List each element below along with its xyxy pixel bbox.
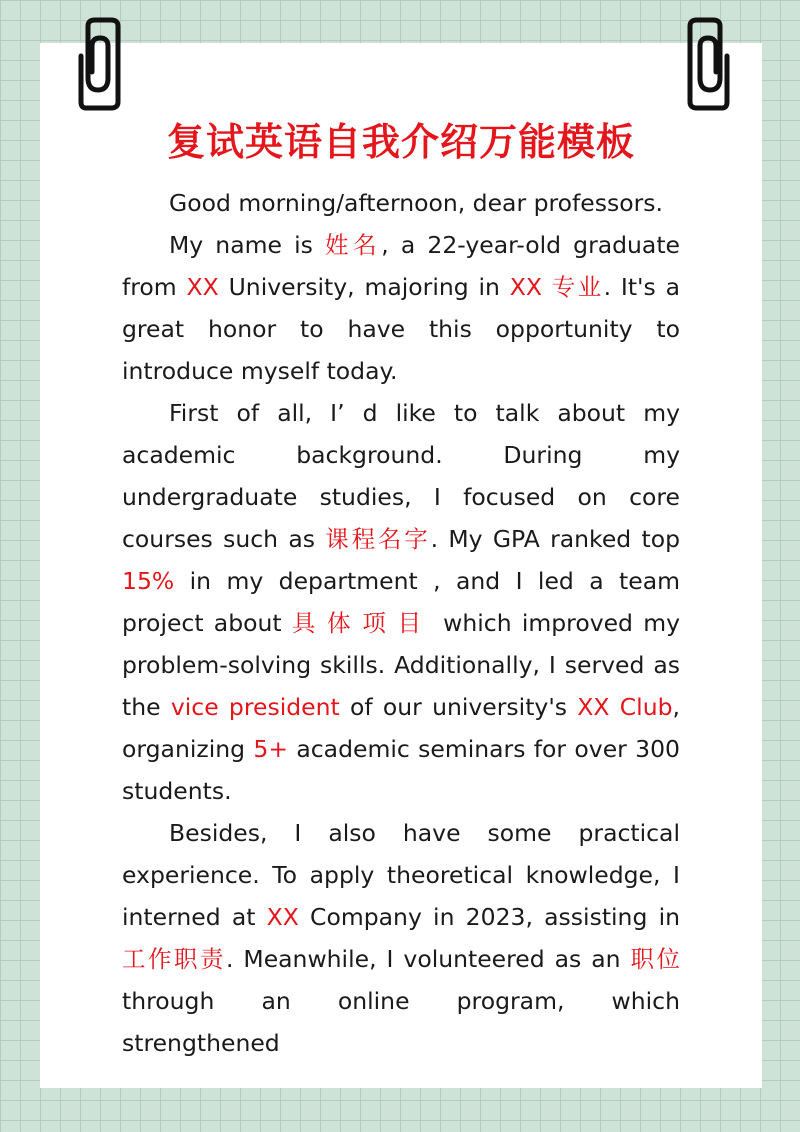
body-text: Besides, I also have some practical experience. To apply theoretical knowledge, I interned at <box>122 819 680 931</box>
document-body <box>122 182 680 1064</box>
placeholder-highlight: 15% <box>122 567 175 595</box>
body-text: My name is <box>169 231 325 259</box>
body-text: . My GPA ranked top <box>430 525 680 553</box>
placeholder-highlight: 课程名字 <box>325 525 431 553</box>
body-text: in my department , and I led a team project about <box>122 567 680 637</box>
body-text: Company in 2023, assisting in <box>298 903 680 931</box>
paragraph-practical <box>122 812 680 1064</box>
body-text: academic seminars for over 300 students. <box>122 735 680 805</box>
page-title: 复试英语自我介绍万能模板 <box>166 120 635 164</box>
paragraph-greeting <box>122 182 680 224</box>
paragraph-academic <box>122 392 680 812</box>
body-text: . It's a great honor to have this opportunity to introduce myself today. <box>122 273 680 385</box>
placeholder-highlight: 具体项目 <box>291 609 433 637</box>
placeholder-highlight: 工作职责 <box>122 945 226 973</box>
placeholder-highlight: 5+ <box>253 735 289 763</box>
placeholder-highlight: vice president <box>170 693 340 721</box>
paperclip-icon <box>680 16 730 112</box>
placeholder-highlight: 姓名 <box>324 231 382 259</box>
body-text: through an online program, which strengthened <box>122 987 680 1057</box>
paragraph-intro <box>122 224 680 392</box>
body-text: . Meanwhile, I volunteered as an <box>225 945 631 973</box>
paperclip-icon <box>78 16 128 112</box>
body-text: First of all, I’ d like to talk about my academic background. During my undergraduate studies, I focused on core courses such as <box>122 399 680 553</box>
body-text: of our university's <box>339 693 578 721</box>
placeholder-highlight: 职位 <box>630 945 680 973</box>
placeholder-highlight: XX <box>186 273 219 301</box>
body-text: which improved my problem-solving skills. Additionally, I served as the <box>122 609 681 721</box>
placeholder-highlight: XX <box>266 903 299 931</box>
placeholder-highlight: XX Club <box>577 693 673 721</box>
body-text: , a 22-year-old graduate from <box>122 231 681 301</box>
body-text: University, majoring in <box>218 273 510 301</box>
body-text: Good morning/afternoon, dear professors. <box>169 189 664 217</box>
body-text: , organizing <box>122 693 680 763</box>
placeholder-highlight: XX 专业 <box>509 273 604 301</box>
